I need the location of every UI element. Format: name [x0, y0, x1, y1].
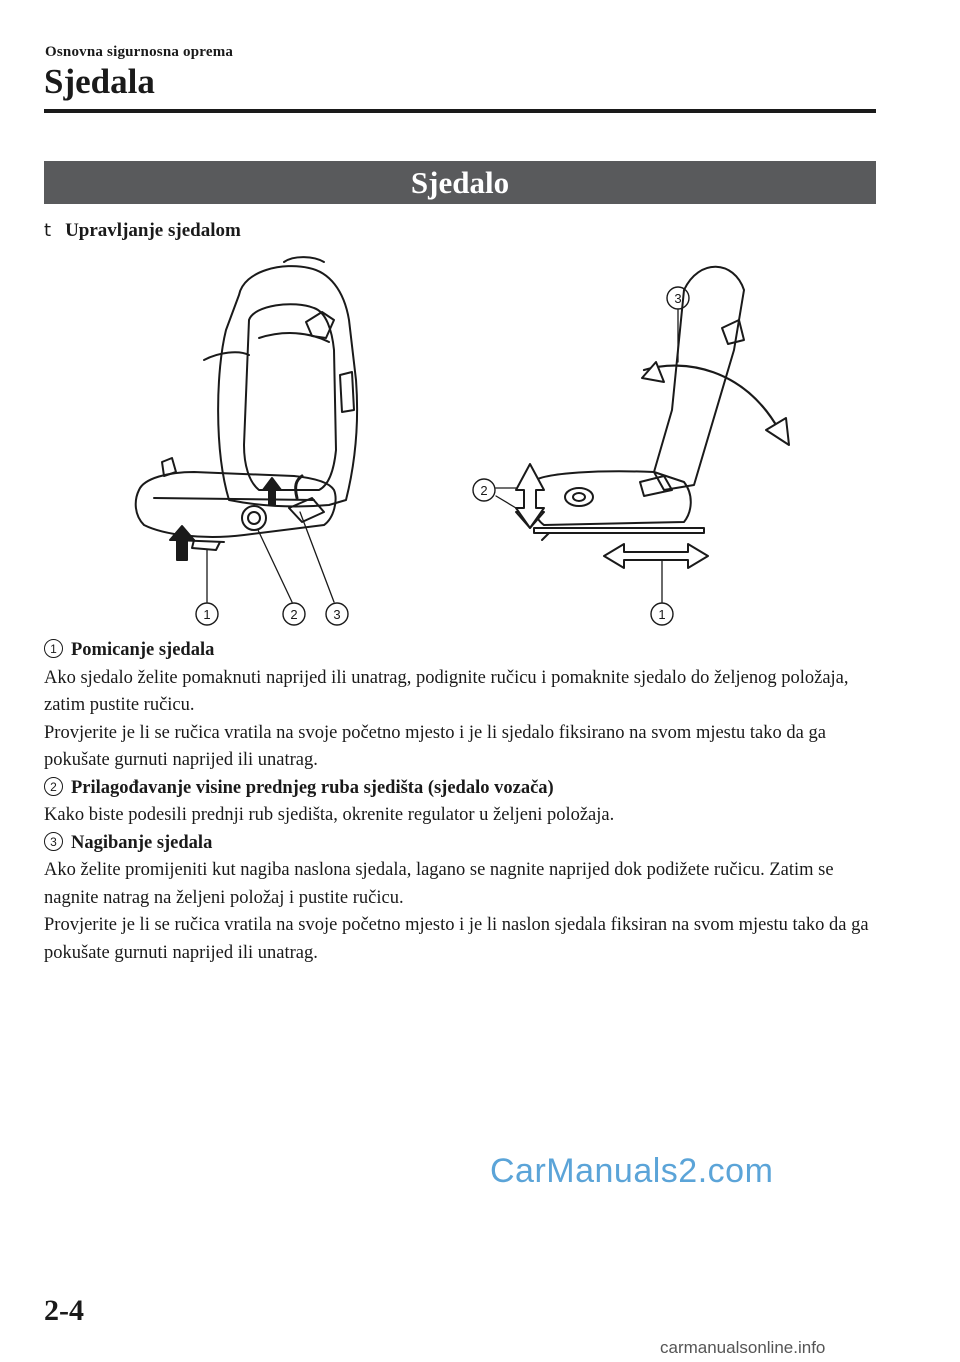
section-2-number: 2 — [44, 777, 63, 796]
section-3-heading — [44, 830, 876, 858]
instructions-body — [44, 637, 876, 967]
subheading — [44, 220, 241, 242]
watermark-logo: CarManuals2.com — [490, 1152, 774, 1190]
section-1-paragraph-2: Provjerite je li se ručica vratila na svoje početno mjesto i je li sjedalo fiksirano na svom mjestu tako da ga pokušate gurnuti naprijed ili unatrag. — [44, 722, 826, 770]
side-callout-2 — [473, 479, 495, 501]
section-banner: Sjedalo — [44, 161, 876, 204]
section-3-title: Nagibanje sjedala — [71, 832, 213, 853]
front-callout-3 — [326, 603, 348, 625]
section-3-number: 3 — [44, 832, 63, 851]
side-callout-2-label: 2 — [480, 483, 488, 498]
section-3-paragraph-1: Ako želite promijeniti kut nagiba naslona sjedala, lagano se nagnite naprijed dok podižete ručicu. Zatim se nagnite natrag na željeni položaj i pustite ručicu. — [44, 860, 834, 908]
bullet-icon: t — [44, 220, 52, 241]
front-seat-drawing — [136, 257, 357, 602]
front-callout-1-label: 1 — [203, 607, 211, 622]
seat-diagram — [44, 250, 876, 635]
side-callout-1 — [651, 603, 673, 625]
seat-illustration — [44, 250, 876, 635]
section-2-title: Prilagođavanje visine prednjeg ruba sjedišta (sjedalo vozača) — [71, 777, 554, 798]
front-callout-3-label: 3 — [333, 607, 341, 622]
side-callout-3 — [667, 287, 689, 309]
side-seat-drawing — [496, 267, 789, 602]
page-title: Sjedala — [44, 62, 155, 101]
front-callout-2-label: 2 — [290, 607, 298, 622]
side-callout-3-label: 3 — [674, 291, 682, 306]
footer-watermark: carmanualsonline.info — [660, 1338, 826, 1357]
section-1-title: Pomicanje sjedala — [71, 640, 215, 660]
subheading-text: Upravljanje sjedalom — [65, 220, 241, 241]
section-1-paragraph-1: Ako sjedalo želite pomaknuti naprijed ili unatrag, podignite ručicu i pomaknite sjedalo do željenog položaja, zatim pustite ručicu. — [44, 667, 849, 715]
side-callout-1-label: 1 — [658, 607, 666, 622]
section-3-paragraph-2: Provjerite je li se ručica vratila na svoje početno mjesto i je li naslon sjedala fiksiran na svom mjestu tako da ga pokušate gurnuti naprijed ili unatrag. — [44, 915, 869, 963]
section-2-paragraph-1: Kako biste podesili prednji rub sjedišta, okrenite regulator u željeni položaja. — [44, 805, 615, 825]
page-number: 2-4 — [44, 1294, 84, 1327]
header-rule — [44, 109, 876, 113]
front-callout-1 — [196, 603, 218, 625]
section-1-number: 1 — [44, 639, 63, 658]
section-2-heading — [44, 775, 876, 803]
section-label: Osnovna sigurnosna oprema — [45, 44, 234, 60]
front-callout-2 — [283, 603, 305, 625]
section-1-heading — [44, 637, 876, 665]
